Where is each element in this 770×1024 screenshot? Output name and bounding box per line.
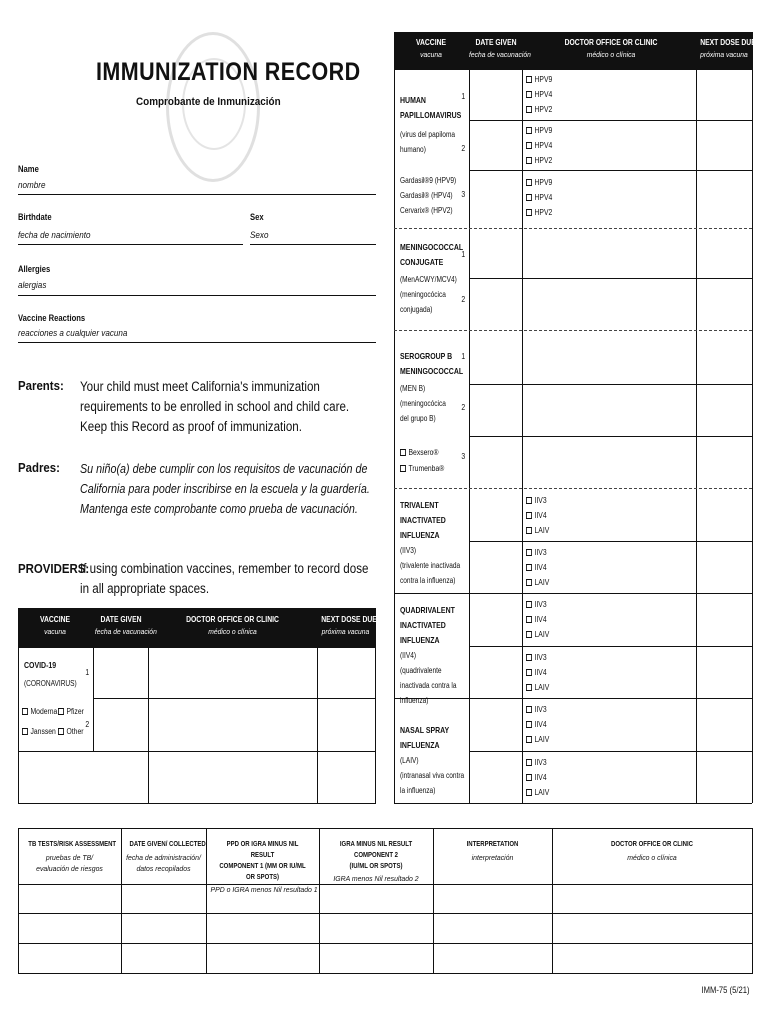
covid-dose-2: 2 (85, 720, 90, 729)
tb-col-result2: IGRA MINUS NIL RESULT COMPONENT 2 (IU/ML OR SPOTS) IGRA menos Nil resultado 2 (333, 839, 419, 883)
menb-name: SEROGROUP B MENINGOCOCCAL (400, 351, 464, 376)
sex-label-es: Sexo (250, 230, 269, 240)
checkbox-hpv9-dose3[interactable]: HPV9 (526, 178, 552, 187)
checkbox-bexsero[interactable]: Bexsero® (400, 448, 438, 457)
tb-col-doctor: DOCTOR OFFICE OR CLINIC médico o clínica (611, 839, 693, 862)
laiv-sub: (LAIV) (intranasal viva contra la influenza) (400, 756, 465, 795)
page-title: IMMUNIZATION RECORD (96, 58, 361, 86)
checkbox-hpv4-dose2[interactable]: HPV4 (526, 141, 552, 150)
menacwy-sub: (MenACWY/MCV4) (meningocócica conjugada) (400, 275, 457, 314)
checkbox-iiv4-b2[interactable]: IIV4 (526, 668, 547, 677)
birthdate-field[interactable] (18, 244, 243, 245)
covid-dose-1: 1 (85, 668, 90, 677)
covid-name: COVID-19 (24, 660, 57, 670)
checkbox-iiv3-b2[interactable]: IIV3 (526, 653, 547, 662)
padres-label: Padres: (18, 460, 60, 475)
checkbox-iiv3-c2[interactable]: IIV3 (526, 758, 547, 767)
tb-col-result1: PPD OR IGRA MINUS NIL RESULT COMPONENT 1 (MM OR IU/ML OR SPOTS) PPD o IGRA menos Nil resultado 1 (210, 839, 318, 894)
vaccine-header: VACCINE vacuna (415, 38, 447, 59)
next-dose-header: NEXT DOSE DUE próxima vacuna (700, 38, 756, 59)
hpv-brands: Gardasil®9 (HPV9) Gardasil® (HPV4) Cervarix® (HPV2) (400, 176, 457, 215)
sex-label: Sex (250, 212, 264, 222)
name-field[interactable] (18, 194, 376, 195)
checkbox-moderna[interactable]: Moderna (22, 707, 57, 716)
covid-sub: (CORONAVIRUS) (24, 679, 77, 688)
form-number: IMM-75 (5/21) (701, 985, 750, 995)
date-header: DATE GIVEN fecha de vacunación (469, 38, 531, 59)
checkbox-iiv4-a2[interactable]: IIV4 (526, 563, 547, 572)
checkbox-laiv-a1[interactable]: LAIV (526, 526, 549, 535)
laiv-name: NASAL SPRAY INFLUENZA (400, 725, 450, 750)
checkbox-iiv4-c2[interactable]: IIV4 (526, 773, 547, 782)
reactions-label: Vaccine Reactions (18, 313, 86, 323)
checkbox-pfizer[interactable]: Pfizer (58, 707, 84, 716)
iiv3-sub: (IIV3) (trivalente inactivada contra la influenza) (400, 546, 461, 585)
providers-label: PROVIDERS: (18, 561, 90, 576)
checkbox-laiv-b1[interactable]: LAIV (526, 630, 549, 639)
doctor-header: DOCTOR OFFICE OR CLINIC médico o clínica (564, 38, 658, 59)
allergies-label-es: alergias (18, 280, 47, 290)
menb-dose-1: 1 (461, 352, 466, 361)
checkbox-laiv-c1[interactable]: LAIV (526, 735, 549, 744)
menb-dose-3: 3 (461, 452, 466, 461)
menb-sub: (MEN B) (meningocócica del grupo B) (400, 384, 446, 423)
checkbox-iiv3-c1[interactable]: IIV3 (526, 705, 547, 714)
tb-col-interpretation: INTERPRETATION interpretación (466, 839, 519, 862)
checkbox-hpv2-dose1[interactable]: HPV2 (526, 105, 552, 114)
checkbox-hpv2-dose3[interactable]: HPV2 (526, 208, 552, 217)
hpv-name: HUMAN PAPILLOMAVIRUS (400, 95, 462, 120)
checkbox-iiv4-c1[interactable]: IIV4 (526, 720, 547, 729)
menb-dose-2: 2 (461, 403, 466, 412)
birthdate-label: Birthdate (18, 212, 52, 222)
iiv4-sub: (IIV4) (quadrivalente inactivada contra la influenza) (400, 651, 457, 705)
menacwy-name: MENINGOCOCCAL CONJUGATE (400, 242, 464, 267)
checkbox-hpv4-dose1[interactable]: HPV4 (526, 90, 552, 99)
name-label-es: nombre (18, 180, 46, 190)
checkbox-iiv3-a1[interactable]: IIV3 (526, 496, 547, 505)
checkbox-iiv3-a2[interactable]: IIV3 (526, 548, 547, 557)
birthdate-label-es: fecha de nacimiento (18, 230, 91, 240)
hpv-dose-3: 3 (461, 190, 466, 199)
covid-vaccine-header: VACCINE vacuna (39, 615, 71, 636)
checkbox-laiv-a2[interactable]: LAIV (526, 578, 549, 587)
allergies-label: Allergies (18, 264, 51, 274)
covid-next-header: NEXT DOSE DUE próxima vacuna (321, 615, 377, 636)
padres-text: Su niño(a) debe cumplir con los requisitos de vacunación de California para poder inscribirse en la escuela y la guardería. Mantenga este comprobante como prueba de vacunación. (80, 462, 370, 516)
page-subtitle: Comprobante de Inmunización (136, 96, 281, 108)
providers-text: If using combination vaccines, remember to record dose in all appropriate spaces. (80, 561, 369, 596)
checkbox-iiv3-b1[interactable]: IIV3 (526, 600, 547, 609)
menacwy-dose-2: 2 (461, 295, 466, 304)
checkbox-other[interactable]: Other (58, 727, 84, 736)
name-label: Name (18, 164, 39, 174)
tb-col-tests: TB TESTS/RISK ASSESSMENT pruebas de TB/ evaluación de riesgos (28, 839, 117, 873)
checkbox-hpv9-dose1[interactable]: HPV9 (526, 75, 552, 84)
covid-date-header: DATE GIVEN fecha de vacunación (94, 615, 157, 636)
tb-col-date: DATE GIVEN/ COLLECTED fecha de administración/ datos recopilados (126, 839, 206, 873)
hpv-sub: (virus del papiloma humano) (400, 130, 456, 154)
reactions-field[interactable] (18, 342, 376, 343)
checkbox-laiv-b2[interactable]: LAIV (526, 683, 549, 692)
hpv-dose-2: 2 (461, 144, 466, 153)
menacwy-dose-1: 1 (461, 250, 466, 259)
sex-field[interactable] (250, 244, 376, 245)
checkbox-hpv9-dose2[interactable]: HPV9 (526, 126, 552, 135)
allergies-field[interactable] (18, 295, 376, 296)
iiv4-name: QUADRIVALENT INACTIVATED INFLUENZA (400, 605, 455, 645)
parents-text: Your child must meet California's immunization requirements to be enrolled in school and child care. Keep this Record as proof of immunization. (80, 379, 350, 434)
parents-label: Parents: (18, 378, 64, 393)
checkbox-laiv-c2[interactable]: LAIV (526, 788, 549, 797)
checkbox-janssen[interactable]: Janssen (22, 727, 56, 736)
checkbox-hpv4-dose3[interactable]: HPV4 (526, 193, 552, 202)
checkbox-iiv4-a1[interactable]: IIV4 (526, 511, 547, 520)
hpv-dose-1: 1 (461, 92, 466, 101)
checkbox-trumenba[interactable]: Trumenba® (400, 464, 444, 473)
reactions-label-es: reacciones a cualquier vacuna (18, 328, 128, 338)
covid-doctor-header: DOCTOR OFFICE OR CLINIC médico o clínica (186, 615, 279, 636)
iiv3-name: TRIVALENT INACTIVATED INFLUENZA (400, 500, 446, 540)
checkbox-hpv2-dose2[interactable]: HPV2 (526, 156, 552, 165)
checkbox-iiv4-b1[interactable]: IIV4 (526, 615, 547, 624)
